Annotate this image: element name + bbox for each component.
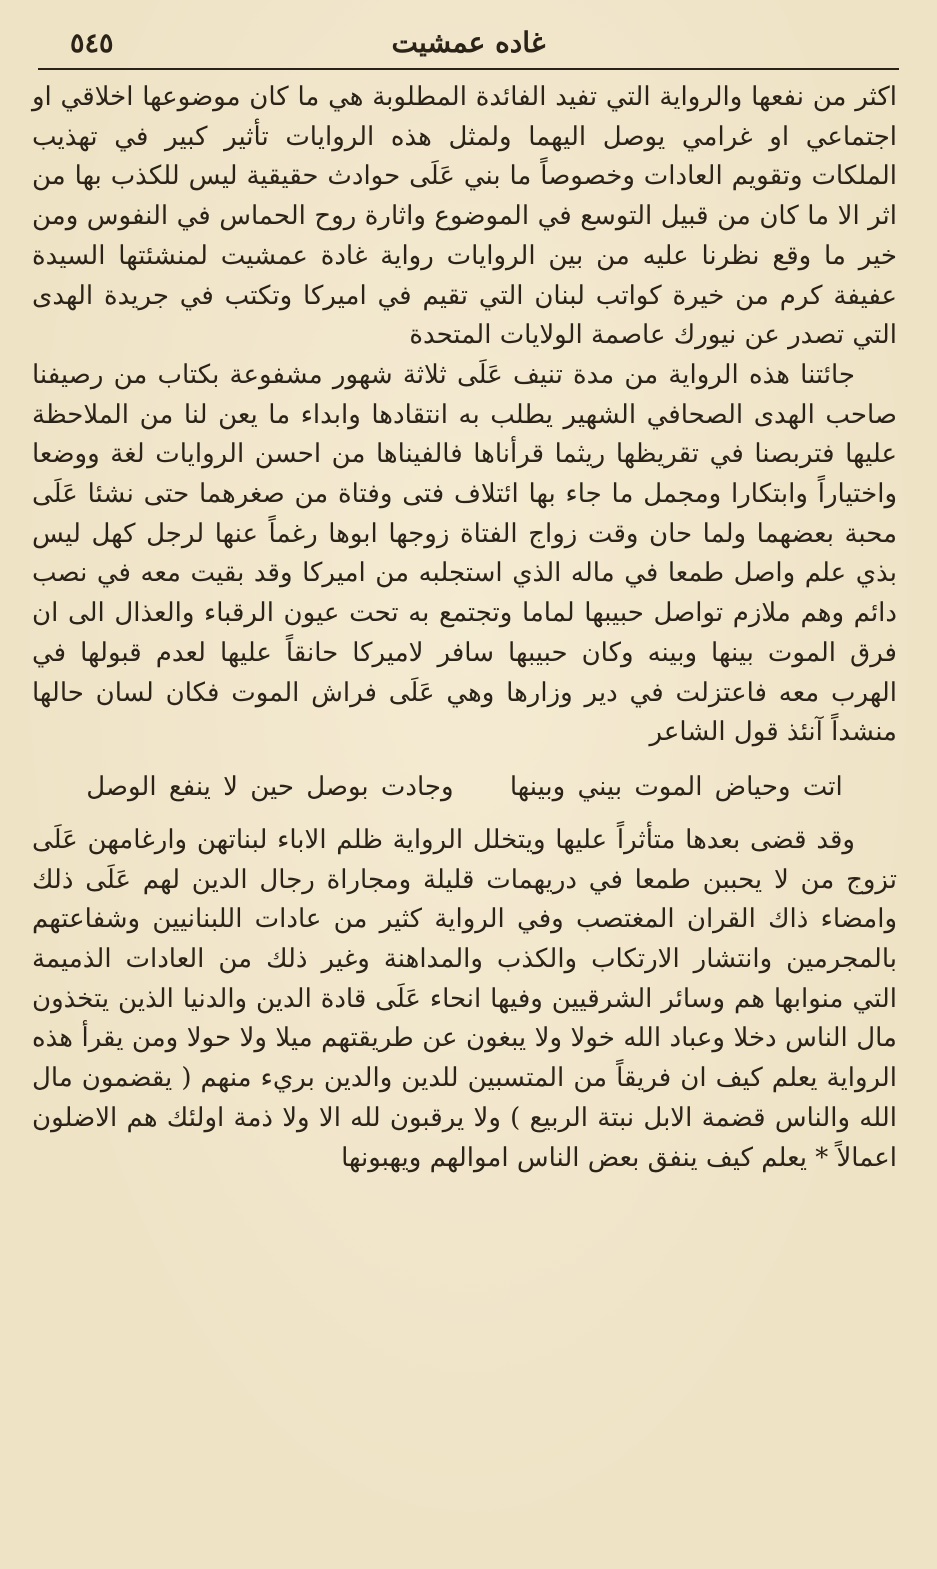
- verse-first-hemistich: اتت وحياض الموت بيني وبينها: [509, 771, 843, 802]
- paragraph-3: وقد قضى بعدها متأثراً عليها ويتخلل الرواية ظلم الاباء لبناتهن وارغامهن عَلَى تزوج من لا يحببن طمعا في دريهمات قليلة ومجاراة رجال الدين لهم عَلَى ذلك وامضاء ذاك القران المغتصب وفي الرواية كثير من عادات اللبنانيين وشفاعتهم بالمجرمين وانتشار الارتكاب والكذب والمداهنة وغير ذلك من العادات الذميمة التي منوابها هم وسائر الشرقيين وفيها انحاء عَلَى قادة الدين والدنيا الذين يتخذون مال الناس دخلا وعباد الله خولا ولا يبغون عن طريقتهم ميلا ولا حولا ومن يقرأ هذه الرواية يعلم كيف ان فريقاً من المتسبين للدين والدين بريء منهم ( يقضمون مال الله والناس قضمة الابل نبتة الربيع ) ولا يرقبون لله الا ولا ذمة اولئك هم الاضلون اعمالاً * يعلم كيف ينفق بعض الناس اموالهم ويهبونها: [32, 824, 897, 1173]
- paragraph-2: جائتنا هذه الرواية من مدة تنيف عَلَى ثلاثة شهور مشفوعة بكتاب من رصيفنا صاحب الهدى الصحافي الشهير يطلب به انتقادها وابداء ما يعن لنا من الملاحظة عليها فتربصنا في تقريظها ريثما قرأناها فالفيناها من احسن الروايات لغة ووضعا واختياراً وابتكارا ومجمل ما جاء بها ائتلاف فتى وفتاة من صغرهما حتى نشئا عَلَى محبة بعضهما ولما حان وقت زواج الفتاة زوجها ابوها رغماً عنها لرجل كهل ليس بذي علم واصل طمعا في ماله الذي استجلبه من اميركا وقد بقيت معه في نصب دائم وهم ملازم تواصل حبيبها لماما وتجتمع به تحت عيون الرقباء والعذال الى ان فرق الموت بينها وبينه وكان حبيبها سافر لاميركا حانقاً عليها لعدم قبولها في الهرب معه فاعتزلت في دير وزارها وهي عَلَى فراش الموت فكان لسان حالها منشداً آنئذ قول الشاعر: [32, 359, 897, 748]
- paragraph-1: اكثر من نفعها والرواية التي تفيد الفائدة المطلوبة هي ما كان موضوعها اخلاقي او اجتماعي او غرامي يوصل اليهما ولمثل هذه الروايات تأثير كبير في تهذيب الملكات وتقويم العادات وخصوصاً ما بني عَلَى حوادث حقيقية ليس للكذب بها من اثر الا ما كان من قبيل التوسع في الموضوع واثارة روح الحماس في النفوس ومن خير ما وقع نظرنا عليه من بين الروايات رواية غادة عمشيت لمنشئتها السيدة عفيفة كرم من خيرة كواتب لبنان التي تقيم في اميركا وتكتب في جريدة الهدى التي تصدر عن نيورك عاصمة الولايات المتحدة: [32, 82, 897, 351]
- page-header: [40, 22, 897, 68]
- body-text: [32, 78, 897, 1178]
- running-title: غاده عمشيت: [391, 26, 546, 59]
- header-rule: [38, 68, 899, 70]
- verse-second-hemistich: وجادت بوصل حين لا ينفع الوصل: [86, 771, 454, 802]
- poem-verse: [32, 767, 897, 807]
- page-number: ٥٤٥: [70, 28, 114, 59]
